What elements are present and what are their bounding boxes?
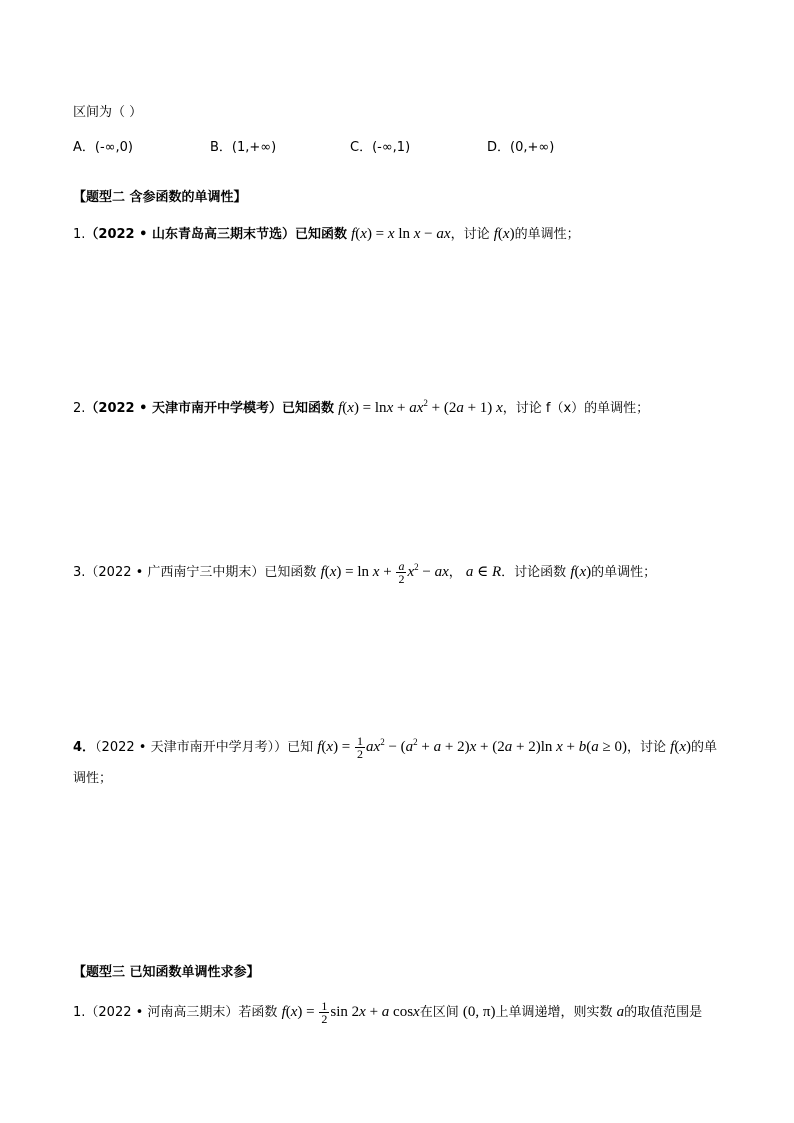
question-number: 2. [73,401,86,416]
question-number: 1. [73,1004,86,1020]
question-intro [73,104,142,122]
question-source: （2022 • 天津市南开中学模考）已知函数 [85,401,334,416]
question-source: （2022 • 河南高三期末）若函数 [85,1004,278,1020]
question-source: （2022 • 天津市南开中学月考））已知 [95,740,314,755]
question-3: 3.（2022 • 广西南宁三中期末）已知函数 f(x) = ln x + $\frac{a}{2}$ $x^2$ − ax， a ∈ R．讨论函数 f(x)的单调性； [73,559,657,587]
question-1: 1.（2022 • 山东青岛高三期末节选）已知函数 f(x) = x ln x − ax，讨论 f(x)的单调性； [73,226,580,242]
question-2: 2.（2022 • 天津市南开中学模考）已知函数 $f(x) = \ln x + ax^2 + (2a + 1)$ x，讨论 f（x）的单调性； [73,398,650,416]
question-source: （2022 • 广西南宁三中期末）已知函数 [85,565,317,580]
question-4-line-2: 调性； [73,771,113,786]
question-number: 3. [73,565,86,580]
formula: $f(x) = \ln x + ax^2 + (2a + 1)$ x [338,398,503,416]
question-number: 4． [73,740,96,755]
formula: f(x) = ln x + $\frac{a}{2}$ $x^2$ − ax [320,559,449,587]
formula: f(x) = x ln x − ax [351,226,451,242]
question-number: 1. [73,227,86,242]
option-c: C．(-∞,1) [350,140,411,155]
formula: f(x) = $\frac{1}{2}$ sin 2x + a cosx [281,999,420,1026]
option-b: B．(1,+∞) [210,140,277,155]
question-5: 1.（2022 • 河南高三期末）若函数 f(x) = $\frac{1}{2}$ sin 2x + a cosx在区间 (0, π)上单调递增，则实数 a的取值范围是 [73,999,703,1026]
option-a: A．(-∞,0) [73,140,133,155]
section-heading-3: 【题型三 已知函数单调性求参】 [73,965,260,980]
question-4: 4．（2022 • 天津市南开中学月考））已知 f(x) = $\frac{1}{2}$ $ax^2 - (a^2 + a + 2)x + (2a + 2)\ln$ x + b(a ≥ 0)，讨论 f(x)的单 [73,734,718,762]
option-d: D．(0,+∞) [487,140,555,155]
formula: f(x) = $\frac{1}{2}$ $ax^2 - (a^2 + a + 2)x + (2a + 2)\ln$ x + b(a ≥ 0) [317,734,627,762]
intro-text: 区间为（ ） [73,105,143,120]
section-heading-2: 【题型二 含参函数的单调性】 [73,190,247,205]
question-source: （2022 • 山东青岛高三期末节选）已知函数 [85,227,347,242]
